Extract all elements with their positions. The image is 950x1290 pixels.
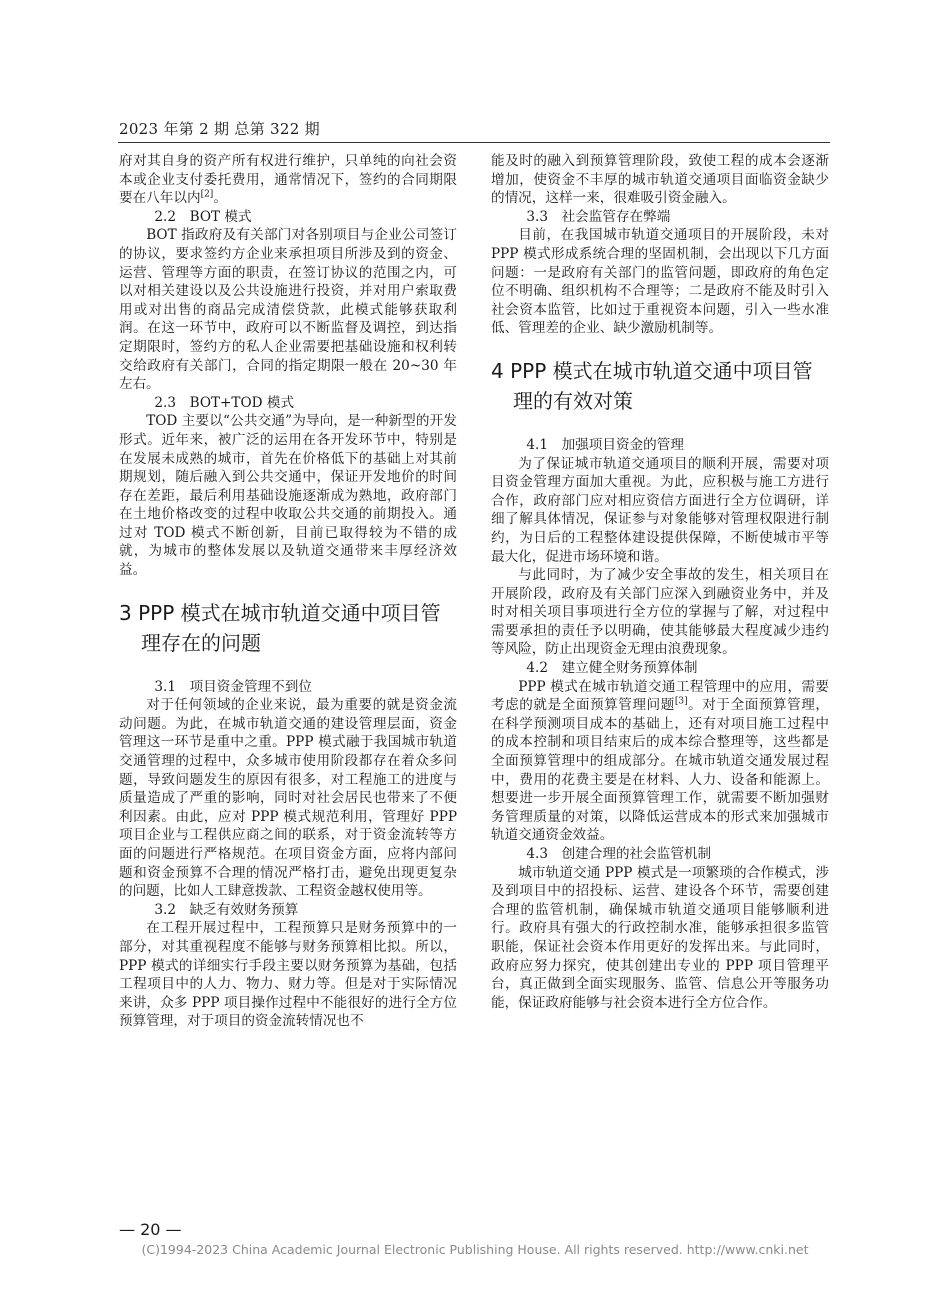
- subsection-heading-3-3: 3.3 社会监管存在弊端: [526, 208, 671, 225]
- subsection-heading-2-2: 2.2 BOT 模式: [154, 208, 252, 225]
- paragraph: 为了保证城市轨道交通项目的顺利开展，需要对项目资金管理方面加大重视。为此，应积极与施工方进行合作，政府部门应对相应资信方面进行全方位调研，详细了解具体情况，保证参与对象能够对管理权限进行制约，为日后的工程整体建设提供保障，不断使城市平等最大化，促进市场环境和谐。: [491, 455, 829, 565]
- paragraph: 目前，在我国城市轨道交通项目的开展阶段，未对 PPP 模式形成系统合理的坚固机制，会出现以下几方面问题：一是政府有关部门的监管问题，即政府的角色定位不明确、组织机构不合理等；二是政府不能及时引入社会资本监管，比如过于重视资本问题，引入一些水准低、管理差的企业、缺少激励机制等。: [491, 227, 829, 337]
- subsection-heading-4-1: 4.1 加强项目资金的管理: [526, 436, 684, 453]
- paragraph: [119, 152, 457, 208]
- paragraph-text: PPP 模式在城市轨道交通工程管理中的应用，需要考虑的就是全面预算管理问题: [491, 678, 829, 714]
- paragraph: TOD 主要以“公共交通”为导向，是一种新型的开发形式。近年来，被广泛的运用在各开发环节中，特别是在发展未成熟的城市，首先在价格低下的基础上对其前期规划，随后融入到公共交通中，保证开发地价的时间存在差距，最后利用基础设施逐渐成为熟地，政府部门在土地价格改变的过程中收取公共交通的前期投入。通过对 TOD 模式不断创新，目前已取得较为不错的成就，为城市的整体发展以及轨道交通带来丰厚经济效益。: [119, 413, 457, 579]
- citation-ref: [2]: [200, 189, 214, 200]
- left-column: [119, 152, 457, 1031]
- subsection-heading-4-2: 4.2 建立健全财务预算体制: [526, 660, 698, 677]
- citation-ref: [3]: [674, 696, 688, 707]
- subsection-heading-4-3: 4.3 创建合理的社会监管机制: [526, 846, 712, 862]
- paragraph: 与此同时，为了减少安全事故的发生，相关项目在开展阶段，政府及有关部门应深入到融资业务中，并及时对相关项目事项进行全方位的掌握与了解，对过程中需要承担的责任予以明确，使其能够最大程度减少违约等风险，防止出现资金无理由浪费现象。: [491, 567, 829, 658]
- paragraph: 能及时的融入到预算管理阶段，致使工程的成本会逐渐增加，使资金不丰厚的城市轨道交通项目面临资金缺少的情况，这样一来，很难吸引资金融入。: [491, 153, 829, 207]
- paragraph-text: 府对其自身的资产所有权进行维护，只单纯的向社会资本或企业支付委托费用，通常情况下，签约的合同期限要在八年以内: [119, 153, 457, 207]
- subsection-heading-2-3: 2.3 BOT+TOD 模式: [154, 394, 295, 411]
- paragraph-end: 。: [213, 190, 227, 207]
- subsection-heading-3-2: 3.2 缺乏有效财务预算: [154, 901, 299, 918]
- page-number: — 20 —: [119, 1220, 182, 1239]
- subsection-heading-3-1: 3.1 项目资金管理不到位: [154, 678, 312, 695]
- paragraph: 对于任何领域的企业来说，最为重要的就是资金流动问题。为此，在城市轨道交通的建设管理层面，资金管理这一环节是重中之重。PPP 模式融于我国城市轨道交通管理的过程中，众多城市使用阶段都存在着众多问题，导致问题发生的原因有很多，对工程施工的进度与质量造成了严重的影响，同时对社会居民也带来了不便利因素。由此，应对 PPP 模式规范利用，管理好 PPP 项目企业与工程供应商之间的联系，对于资金流转等方面的问题进行严格规范。在项目资金方面，应将内部问题和资金预算不合理的情况严格打击，避免出现更复杂的问题，比如人工肆意拨款、工程资金越权使用等。: [119, 697, 457, 900]
- paragraph: BOT 指政府及有关部门对各别项目与企业公司签订的协议，要求签约方企业来承担项目所涉及到的资金、运营、管理等方面的职责，在签订协议的范围之内，可以对相关建设以及公共设施进行投资，并对用户索取费用或对出售的商品完成清偿贷款，此模式能够获取利润。在这一环节中，政府可以不断监督及调控，到达指定期限时，签约方的私人企业需要把基础设施和权利转交给政府有关部门，合同的指定期限一般在 20~30 年左右。: [119, 227, 457, 393]
- copyright-notice: (C)1994-2023 China Academic Journal Electronic Publishing House. All rights reserved. http://www.cnki.net: [141, 1242, 809, 1257]
- paragraph: [491, 678, 829, 845]
- section-heading-3: 3 PPP 模式在城市轨道交通中项目管理存在的问题: [119, 600, 441, 655]
- paragraph: 在工程开展过程中，工程预算只是财务预算中的一部分，对其重视程度不能够与财务预算相比拟。所以，PPP 模式的详细实行手段主要以财务预算为基础，包括工程项目中的人力、物力、财力等。但是对于实际情况来讲，众多 PPP 项目操作过程中不能很好的进行全方位预算管理，对于项目的资金流转情况也不: [119, 920, 457, 1030]
- paragraph-text-cont: 。对于全面预算管理，在科学预测项目成本的基础上，还有对项目施工过程中的成本控制和项目结束后的成本综合整理等，这些都是全面预算管理中的组成部分。在城市轨道交通发展过程中，费用的花费主要是在材料、人力、设备和能源上。想要进一步开展全面预算管理工作，就需要不断加强财务管理质量的对策，以降低运营成本的形式来加强城市轨道交通资金效益。: [491, 697, 830, 844]
- section-heading-4: 4 PPP 模式在城市轨道交通中项目管理的有效对策: [491, 358, 813, 413]
- right-column: [491, 152, 829, 1012]
- paragraph: 城市轨道交通 PPP 模式是一项繁琐的合作模式，涉及到项目中的招投标、运营、建设各个环节，需要创建合理的监管机制，确保城市轨道交通项目能够顺利进行。政府具有强大的行政控制水准，能够承担很多监管职能，保证社会资本作用更好的发挥出来。与此同时，政府应努力探究，使其创建出专业的 PPP 项目管理平台，真正做到全面实现服务、监管、信息公开等服务功能，保证政府能够与社会资本进行全方位合作。: [491, 864, 829, 1011]
- header-rule: [118, 142, 830, 143]
- journal-issue-header: 2023 年第 2 期 总第 322 期: [119, 120, 320, 138]
